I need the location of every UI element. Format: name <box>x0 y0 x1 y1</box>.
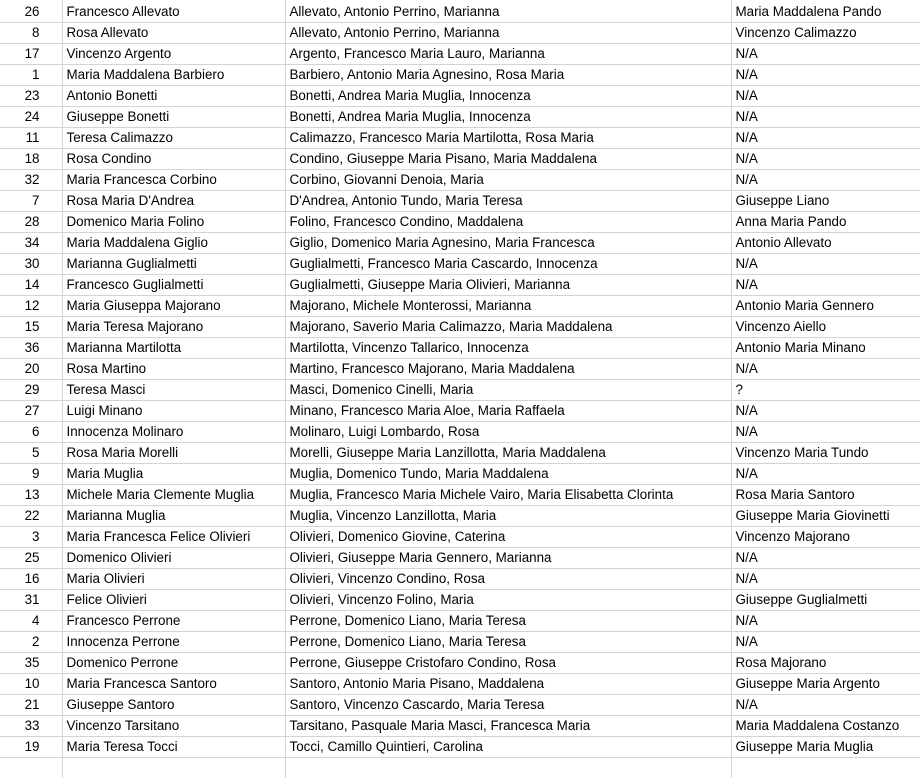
table-row <box>0 421 920 442</box>
cell-name[interactable]: Teresa Calimazzo <box>62 127 285 148</box>
cell-spouse[interactable]: N/A <box>731 631 920 652</box>
table-row <box>0 631 920 652</box>
cell-id[interactable]: 1 <box>0 64 62 85</box>
cell-spouse[interactable]: N/A <box>731 106 920 127</box>
cell-spouse[interactable]: N/A <box>731 127 920 148</box>
cell-spouse[interactable] <box>731 757 920 778</box>
cell-id[interactable]: 25 <box>0 547 62 568</box>
cell-spouse[interactable]: Antonio Maria Gennero <box>731 295 920 316</box>
table-row <box>0 22 920 43</box>
cell-parents[interactable]: Santoro, Vincenzo Cascardo, Maria Teresa <box>285 694 731 715</box>
table-row <box>0 106 920 127</box>
cell-spouse[interactable]: Maria Maddalena Costanzo <box>731 715 920 736</box>
cell-spouse[interactable]: N/A <box>731 421 920 442</box>
cell-parents[interactable]: Guglialmetti, Francesco Maria Cascardo, Innocenza <box>285 253 731 274</box>
cell-spouse[interactable]: N/A <box>731 463 920 484</box>
cell-name[interactable]: Rosa Maria D'Andrea <box>62 190 285 211</box>
cell-parents[interactable]: Molinaro, Luigi Lombardo, Rosa <box>285 421 731 442</box>
cell-id[interactable]: 31 <box>0 589 62 610</box>
table-row <box>0 316 920 337</box>
cell-name[interactable]: Innocenza Molinaro <box>62 421 285 442</box>
cell-name[interactable]: Maria Francesca Felice Olivieri <box>62 526 285 547</box>
cell-parents[interactable]: Allevato, Antonio Perrino, Marianna <box>285 0 731 22</box>
cell-parents[interactable]: Perrone, Domenico Liano, Maria Teresa <box>285 610 731 631</box>
cell-name[interactable]: Domenico Olivieri <box>62 547 285 568</box>
cell-parents[interactable]: Martilotta, Vincenzo Tallarico, Innocenza <box>285 337 731 358</box>
cell-name[interactable]: Marianna Muglia <box>62 505 285 526</box>
table-row <box>0 463 920 484</box>
cell-id[interactable]: 35 <box>0 652 62 673</box>
cell-id[interactable]: 19 <box>0 736 62 757</box>
cell-name[interactable]: Maria Francesca Corbino <box>62 169 285 190</box>
cell-parents[interactable]: Perrone, Domenico Liano, Maria Teresa <box>285 631 731 652</box>
table-row <box>0 190 920 211</box>
cell-name[interactable]: Francesco Guglialmetti <box>62 274 285 295</box>
cell-parents[interactable]: Olivieri, Giuseppe Maria Gennero, Marianna <box>285 547 731 568</box>
cell-name[interactable]: Maria Maddalena Barbiero <box>62 64 285 85</box>
cell-spouse[interactable]: Antonio Allevato <box>731 232 920 253</box>
cell-spouse[interactable]: Giuseppe Maria Argento <box>731 673 920 694</box>
cell-name[interactable]: Teresa Masci <box>62 379 285 400</box>
cell-name[interactable]: Vincenzo Argento <box>62 43 285 64</box>
cell-parents[interactable]: Calimazzo, Francesco Maria Martilotta, Rosa Maria <box>285 127 731 148</box>
cell-name[interactable]: Giuseppe Bonetti <box>62 106 285 127</box>
table-row <box>0 442 920 463</box>
cell-name[interactable]: Rosa Martino <box>62 358 285 379</box>
table-row <box>0 169 920 190</box>
table-row <box>0 379 920 400</box>
table-row <box>0 526 920 547</box>
cell-spouse[interactable]: Antonio Maria Minano <box>731 337 920 358</box>
cell-parents[interactable]: Majorano, Michele Monterossi, Marianna <box>285 295 731 316</box>
cell-spouse[interactable]: Giuseppe Liano <box>731 190 920 211</box>
cell-id[interactable]: 11 <box>0 127 62 148</box>
cell-name[interactable]: Michele Maria Clemente Muglia <box>62 484 285 505</box>
cell-spouse[interactable]: ? <box>731 379 920 400</box>
cell-id[interactable]: 20 <box>0 358 62 379</box>
cell-id[interactable]: 27 <box>0 400 62 421</box>
cell-spouse[interactable]: Maria Maddalena Pando <box>731 0 920 22</box>
cell-spouse[interactable]: N/A <box>731 547 920 568</box>
cell-id[interactable]: 15 <box>0 316 62 337</box>
table-row <box>0 358 920 379</box>
table-row <box>0 547 920 568</box>
cell-spouse[interactable]: Vincenzo Calimazzo <box>731 22 920 43</box>
cell-name[interactable]: Maria Olivieri <box>62 568 285 589</box>
table-row <box>0 148 920 169</box>
cell-name[interactable]: Giuseppe Santoro <box>62 694 285 715</box>
cell-spouse[interactable]: Giuseppe Maria Giovinetti <box>731 505 920 526</box>
cell-id[interactable]: 36 <box>0 337 62 358</box>
cell-name[interactable]: Francesco Allevato <box>62 0 285 22</box>
cell-parents[interactable]: Guglialmetti, Giuseppe Maria Olivieri, Marianna <box>285 274 731 295</box>
cell-id[interactable]: 29 <box>0 379 62 400</box>
cell-spouse[interactable]: Rosa Maria Santoro <box>731 484 920 505</box>
cell-spouse[interactable]: N/A <box>731 568 920 589</box>
cell-id[interactable]: 34 <box>0 232 62 253</box>
cell-spouse[interactable]: Vincenzo Majorano <box>731 526 920 547</box>
cell-parents[interactable]: Condino, Giuseppe Maria Pisano, Maria Maddalena <box>285 148 731 169</box>
cell-parents[interactable]: Olivieri, Domenico Giovine, Caterina <box>285 526 731 547</box>
cell-name[interactable]: Antonio Bonetti <box>62 85 285 106</box>
cell-spouse[interactable]: N/A <box>731 64 920 85</box>
cell-name[interactable]: Marianna Martilotta <box>62 337 285 358</box>
cell-name[interactable]: Maria Giuseppa Majorano <box>62 295 285 316</box>
cell-spouse[interactable]: Vincenzo Maria Tundo <box>731 442 920 463</box>
table-row <box>0 652 920 673</box>
cell-id[interactable] <box>0 757 62 778</box>
cell-name[interactable]: Rosa Maria Morelli <box>62 442 285 463</box>
cell-spouse[interactable]: Vincenzo Aiello <box>731 316 920 337</box>
table-row <box>0 484 920 505</box>
cell-name[interactable]: Maria Muglia <box>62 463 285 484</box>
cell-spouse[interactable]: Rosa Majorano <box>731 652 920 673</box>
cell-parents[interactable]: Morelli, Giuseppe Maria Lanzillotta, Maria Maddalena <box>285 442 731 463</box>
cell-spouse[interactable]: N/A <box>731 43 920 64</box>
table-row <box>0 274 920 295</box>
cell-parents[interactable]: Tarsitano, Pasquale Maria Masci, Francesca Maria <box>285 715 731 736</box>
table-row <box>0 85 920 106</box>
cell-name[interactable]: Domenico Perrone <box>62 652 285 673</box>
cell-parents[interactable]: Perrone, Giuseppe Cristofaro Condino, Rosa <box>285 652 731 673</box>
cell-parents[interactable]: Argento, Francesco Maria Lauro, Marianna <box>285 43 731 64</box>
cell-parents[interactable]: Olivieri, Vincenzo Folino, Maria <box>285 589 731 610</box>
table-row <box>0 610 920 631</box>
cell-id[interactable]: 28 <box>0 211 62 232</box>
cell-parents[interactable]: Santoro, Antonio Maria Pisano, Maddalena <box>285 673 731 694</box>
cell-id[interactable]: 13 <box>0 484 62 505</box>
cell-name[interactable]: Maria Francesca Santoro <box>62 673 285 694</box>
table-row <box>0 43 920 64</box>
cell-id[interactable]: 33 <box>0 715 62 736</box>
cell-parents[interactable]: Minano, Francesco Maria Aloe, Maria Raffaela <box>285 400 731 421</box>
cell-name[interactable]: Vincenzo Tarsitano <box>62 715 285 736</box>
cell-id[interactable]: 10 <box>0 673 62 694</box>
table-row <box>0 505 920 526</box>
cell-name[interactable]: Francesco Perrone <box>62 610 285 631</box>
cell-spouse[interactable]: N/A <box>731 358 920 379</box>
cell-spouse[interactable]: N/A <box>731 274 920 295</box>
cell-parents[interactable]: Corbino, Giovanni Denoia, Maria <box>285 169 731 190</box>
table-row <box>0 694 920 715</box>
cell-spouse[interactable]: Anna Maria Pando <box>731 211 920 232</box>
cell-parents[interactable]: Barbiero, Antonio Maria Agnesino, Rosa Maria <box>285 64 731 85</box>
cell-id[interactable]: 18 <box>0 148 62 169</box>
cell-parents[interactable]: Masci, Domenico Cinelli, Maria <box>285 379 731 400</box>
cell-id[interactable]: 9 <box>0 463 62 484</box>
cell-id[interactable]: 7 <box>0 190 62 211</box>
cell-name[interactable]: Marianna Guglialmetti <box>62 253 285 274</box>
table-row <box>0 757 920 778</box>
cell-spouse[interactable]: N/A <box>731 694 920 715</box>
cell-name[interactable]: Maria Maddalena Giglio <box>62 232 285 253</box>
cell-parents[interactable]: Majorano, Saverio Maria Calimazzo, Maria Maddalena <box>285 316 731 337</box>
cell-id[interactable]: 16 <box>0 568 62 589</box>
cell-name[interactable]: Felice Olivieri <box>62 589 285 610</box>
table-row <box>0 736 920 757</box>
cell-id[interactable]: 23 <box>0 85 62 106</box>
table-row <box>0 295 920 316</box>
table-row <box>0 568 920 589</box>
cell-parents[interactable]: Bonetti, Andrea Maria Muglia, Innocenza <box>285 85 731 106</box>
cell-name[interactable]: Maria Teresa Tocci <box>62 736 285 757</box>
cell-spouse[interactable]: N/A <box>731 610 920 631</box>
cell-id[interactable]: 4 <box>0 610 62 631</box>
cell-name[interactable]: Rosa Condino <box>62 148 285 169</box>
cell-id[interactable]: 3 <box>0 526 62 547</box>
cell-parents[interactable]: Bonetti, Andrea Maria Muglia, Innocenza <box>285 106 731 127</box>
cell-spouse[interactable]: N/A <box>731 148 920 169</box>
cell-name[interactable]: Domenico Maria Folino <box>62 211 285 232</box>
cell-name[interactable]: Luigi Minano <box>62 400 285 421</box>
cell-parents[interactable] <box>285 757 731 778</box>
cell-name[interactable]: Maria Teresa Majorano <box>62 316 285 337</box>
cell-spouse[interactable]: N/A <box>731 400 920 421</box>
table-row <box>0 253 920 274</box>
cell-parents[interactable]: Muglia, Francesco Maria Michele Vairo, Maria Elisabetta Clorinta <box>285 484 731 505</box>
table-row <box>0 715 920 736</box>
cell-id[interactable]: 6 <box>0 421 62 442</box>
cell-spouse[interactable]: N/A <box>731 169 920 190</box>
cell-parents[interactable]: Folino, Francesco Condino, Maddalena <box>285 211 731 232</box>
table-row <box>0 673 920 694</box>
cell-parents[interactable]: Muglia, Domenico Tundo, Maria Maddalena <box>285 463 731 484</box>
table-row <box>0 127 920 148</box>
cell-id[interactable]: 24 <box>0 106 62 127</box>
cell-spouse[interactable]: N/A <box>731 85 920 106</box>
table-row <box>0 337 920 358</box>
cell-spouse[interactable]: N/A <box>731 253 920 274</box>
cell-id[interactable]: 22 <box>0 505 62 526</box>
cell-parents[interactable]: Olivieri, Vincenzo Condino, Rosa <box>285 568 731 589</box>
cell-id[interactable]: 8 <box>0 22 62 43</box>
cell-id[interactable]: 5 <box>0 442 62 463</box>
cell-parents[interactable]: Tocci, Camillo Quintieri, Carolina <box>285 736 731 757</box>
table-row <box>0 64 920 85</box>
cell-parents[interactable]: D'Andrea, Antonio Tundo, Maria Teresa <box>285 190 731 211</box>
cell-id[interactable]: 14 <box>0 274 62 295</box>
table-row <box>0 589 920 610</box>
table-row <box>0 0 920 22</box>
cell-name[interactable]: Innocenza Perrone <box>62 631 285 652</box>
cell-id[interactable]: 32 <box>0 169 62 190</box>
cell-name[interactable] <box>62 757 285 778</box>
cell-id[interactable]: 21 <box>0 694 62 715</box>
cell-name[interactable]: Rosa Allevato <box>62 22 285 43</box>
cell-id[interactable]: 12 <box>0 295 62 316</box>
cell-parents[interactable]: Giglio, Domenico Maria Agnesino, Maria Francesca <box>285 232 731 253</box>
cell-id[interactable]: 30 <box>0 253 62 274</box>
table-row <box>0 211 920 232</box>
cell-spouse[interactable]: Giuseppe Maria Muglia <box>731 736 920 757</box>
cell-spouse[interactable]: Giuseppe Guglialmetti <box>731 589 920 610</box>
cell-id[interactable]: 26 <box>0 0 62 22</box>
cell-id[interactable]: 17 <box>0 43 62 64</box>
table-row <box>0 400 920 421</box>
cell-id[interactable]: 2 <box>0 631 62 652</box>
table-row <box>0 232 920 253</box>
cell-parents[interactable]: Martino, Francesco Majorano, Maria Maddalena <box>285 358 731 379</box>
cell-parents[interactable]: Allevato, Antonio Perrino, Marianna <box>285 22 731 43</box>
cell-parents[interactable]: Muglia, Vincenzo Lanzillotta, Maria <box>285 505 731 526</box>
